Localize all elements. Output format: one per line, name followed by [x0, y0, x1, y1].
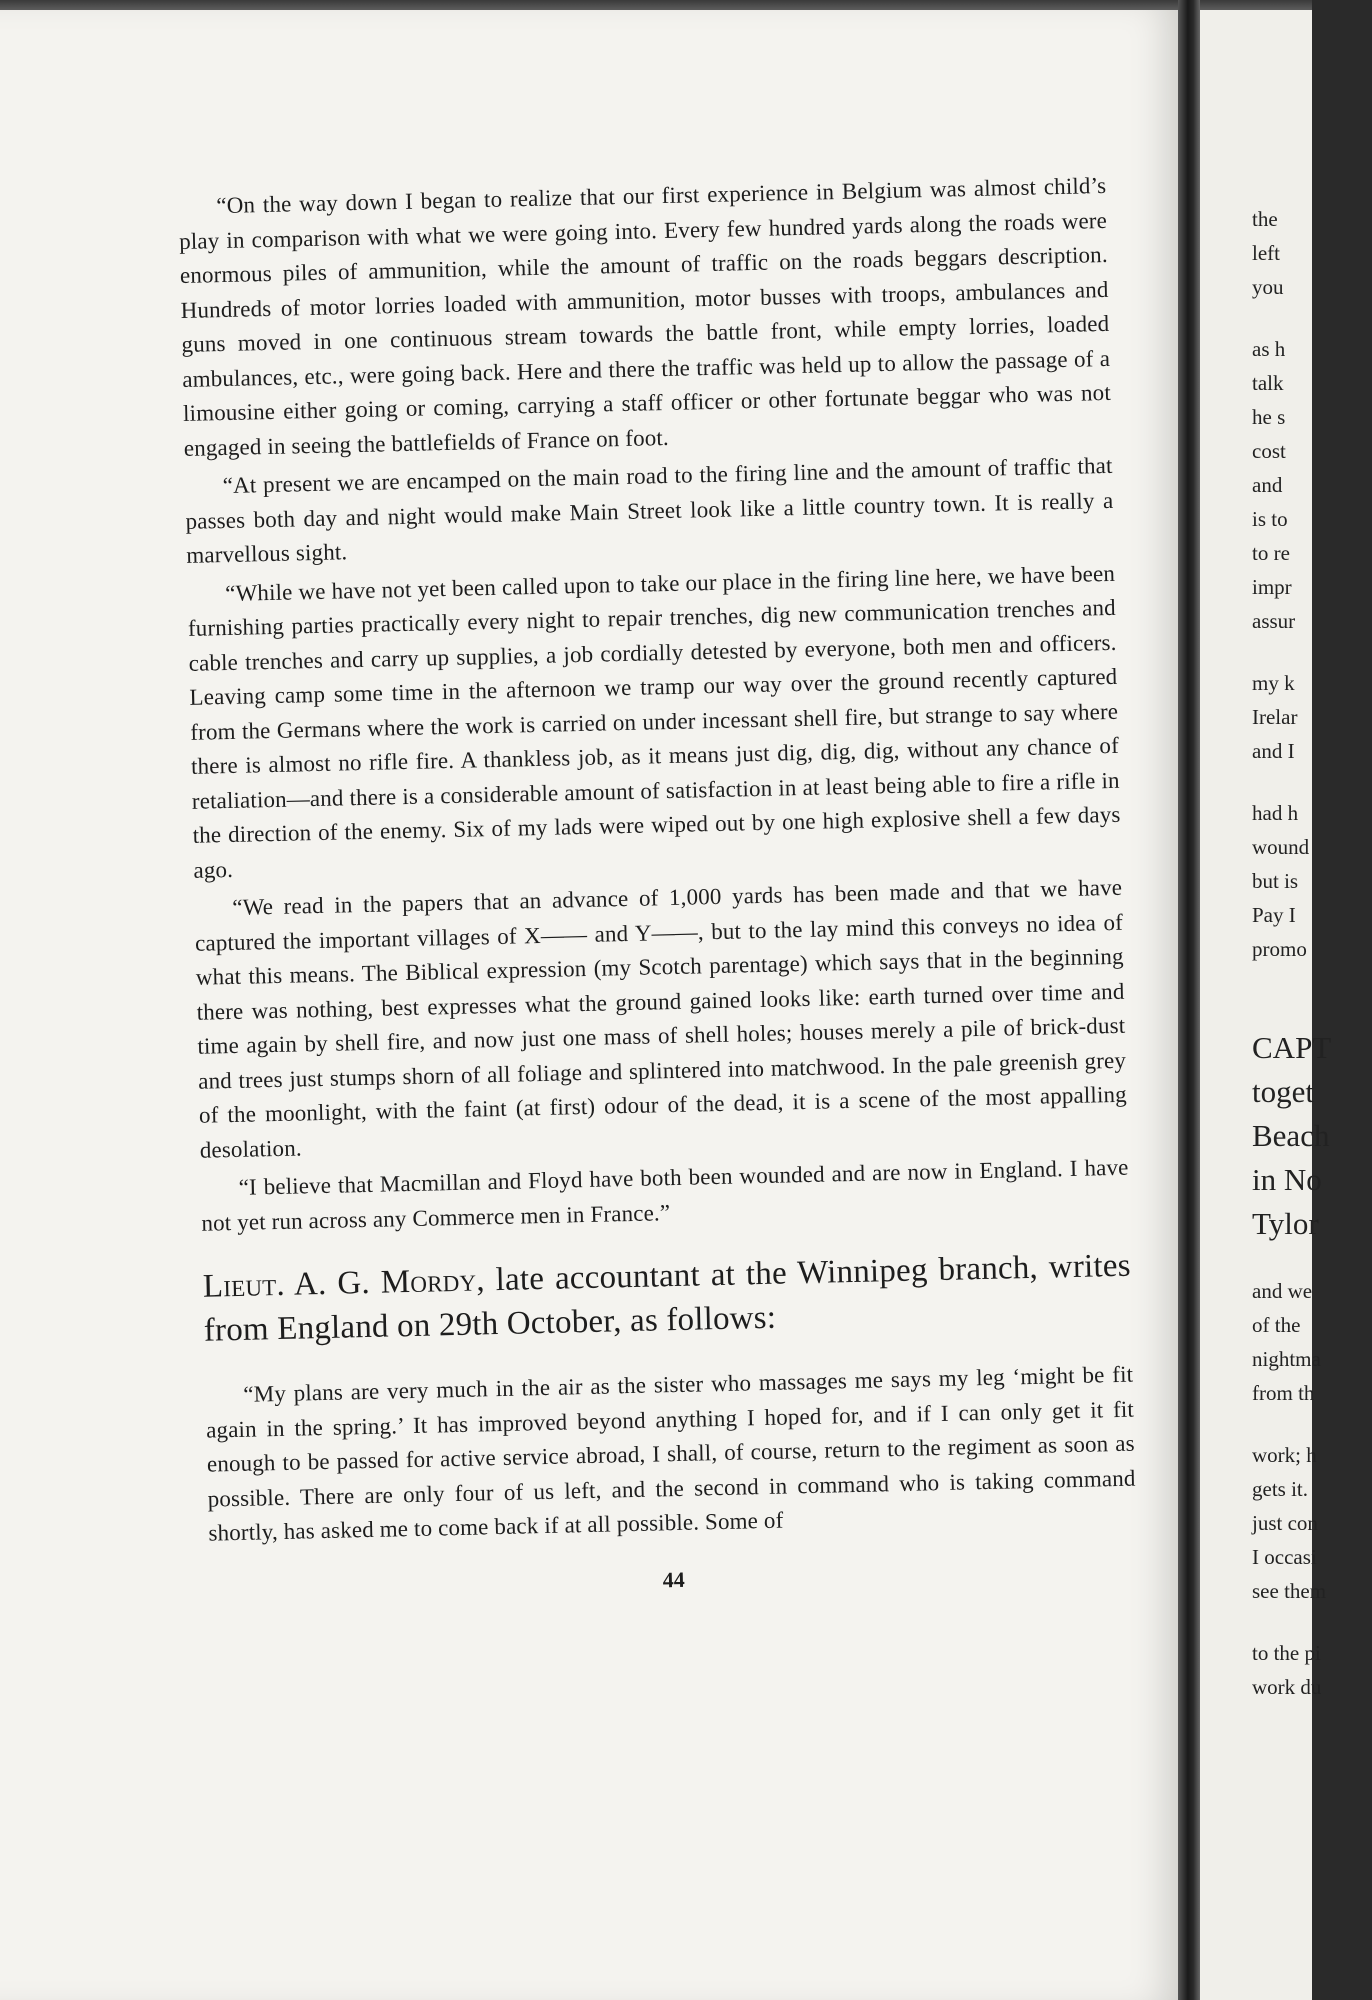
facing-page-line: and I [1252, 739, 1295, 763]
heading-rest: late accountant at the Winnipeg branch, writes from England on 29th October, as follows: [203, 1247, 1132, 1349]
facing-page-line: Tylor [1252, 1206, 1319, 1241]
facing-page-line: work du [1252, 1675, 1322, 1699]
paragraph-3: “While we have not yet been called upon to take our place in the firing line here, we have been furnishing parties practically every night to repair trenches, dig new communication trenches and cable trenches and carry up supplies, a job cordially detested by everyone, both men and officers. Leaving camp some time in the afternoon we tramp our way over the ground recently captured from the Germans where the work is carried on under incessant shell fire, but strange to say where there is almost no rifle fire. A thankless job, as it means just dig, dig, dig, without any chance of retaliation—and there is a considerable amount of satisfaction in at least being able to fire a rifle in the direction of the enemy. Six of my lads were wiped out by one high explosive shell a few days ago. [187, 560, 1121, 883]
facing-page-gap [1252, 638, 1372, 666]
paragraph-1: “On the way down I began to realize that our first experience in Belgium was almost child’s play in comparison with what we were going into. Every few hundred yards along the roads were enormous piles of ammunition, while the amount of traffic on the roads beggars description. Hundreds of motor lorries loaded with ammunition, motor busses with troops, ambulances and guns moved in one continuous stream towards the battle front, while empty lorries, loaded ambulances, etc., were going back. Here and there the traffic was held up to allow the passage of a limousine either going or coming, carrying a staff officer or other fortunate beggar who was not engaged in seeing the battlefields of France on foot. [178, 172, 1112, 461]
facing-page [1200, 10, 1332, 2000]
facing-page-gap [1252, 1410, 1372, 1438]
facing-page-gap [1252, 304, 1372, 332]
facing-page-line: assur [1252, 609, 1296, 633]
facing-page-line: from th [1252, 1381, 1315, 1405]
paragraph-6: “My plans are very much in the air as the sister who massages me says my leg ‘might be fit again in the spring.’ It has improved beyond anything I hoped for, and if I can only get it fit enough to be passed for active service abroad, I shall, of course, return to the regiment as soon as possible. There are only four of us left, and the second in command who is taking command shortly, has asked me to come back if at all possible. Some of [205, 1361, 1136, 1546]
text-block [178, 169, 1138, 1603]
facing-page-line: see them [1252, 1579, 1327, 1603]
facing-page-line: to re [1252, 541, 1290, 565]
facing-page-lines [1252, 202, 1372, 1704]
facing-page-line: had h [1252, 801, 1299, 825]
facing-page-line: promo [1252, 937, 1307, 961]
paragraph-5: “I believe that Macmillan and Floyd have both been wounded and are now in England. I have not yet run across any Commerce men in France.” [201, 1154, 1129, 1236]
book-gutter [1178, 0, 1200, 2000]
facing-page-line: toget [1252, 1074, 1314, 1109]
section-heading [202, 1244, 1132, 1353]
facing-page-line: he s [1252, 405, 1286, 429]
facing-page-line: the [1252, 207, 1278, 231]
heading-name: Lieut. A. G. Mordy, [202, 1262, 486, 1305]
facing-page-line: Beach [1252, 1118, 1330, 1153]
facing-page-line: nightma [1252, 1347, 1321, 1371]
facing-page-line: I occasi [1252, 1545, 1317, 1569]
facing-page-line: work; h [1252, 1443, 1317, 1467]
facing-page-line: Irelar [1252, 705, 1298, 729]
facing-page-line: and [1252, 473, 1283, 497]
facing-page-line: just con [1252, 1511, 1318, 1535]
facing-page-gap [1252, 1608, 1372, 1636]
facing-page-line: is to [1252, 507, 1288, 531]
facing-page-line: but is [1252, 869, 1299, 893]
facing-page-line: CAPT [1252, 1030, 1332, 1065]
facing-page-line: cost [1252, 439, 1286, 463]
facing-page-line: as h [1252, 337, 1286, 361]
facing-page-line: gets it. [1252, 1477, 1308, 1501]
facing-page-line: wound [1252, 835, 1310, 859]
paragraph-4: “We read in the papers that an advance of 1,000 yards has been made and that we have captured the important villages of X—— and Y——, but to the lay mind this conveys no idea of what this means. The Biblical expression (my Scotch parentage) which says that in the beginning there was nothing, best expresses what the ground gained looks like: earth turned over time and time again by shell fire, and now just one mass of shell holes; houses merely a pile of brick-dust and trees just stumps shorn of all foliage and splintered into matchwood. In the pale greenish grey of the moonlight, with the faint (at first) odour of the dead, it is a scene of the most appalling desolation. [194, 874, 1128, 1163]
facing-page-line: in No [1252, 1162, 1322, 1197]
facing-page-line: talk [1252, 371, 1284, 395]
facing-page-line: impr [1252, 575, 1292, 599]
facing-page-gap [1252, 1246, 1372, 1274]
facing-page-gap [1252, 768, 1372, 796]
facing-page-line: you [1252, 275, 1284, 299]
page-number: 44 [662, 1566, 685, 1592]
facing-page-gap [1252, 966, 1372, 1026]
facing-page-line: of the [1252, 1313, 1301, 1337]
facing-page-line: my k [1252, 671, 1295, 695]
facing-page-line: to the pi [1252, 1641, 1321, 1665]
facing-page-line: Pay I [1252, 903, 1296, 927]
left-page [0, 10, 1180, 2000]
facing-page-line: and we [1252, 1279, 1313, 1303]
paragraph-2: “At present we are encamped on the main road to the firing line and the amount of traffic that passes both day and night would make Main Street look like a little country town. It is really a marvellous sight. [185, 452, 1114, 568]
facing-page-line: left [1252, 241, 1280, 265]
